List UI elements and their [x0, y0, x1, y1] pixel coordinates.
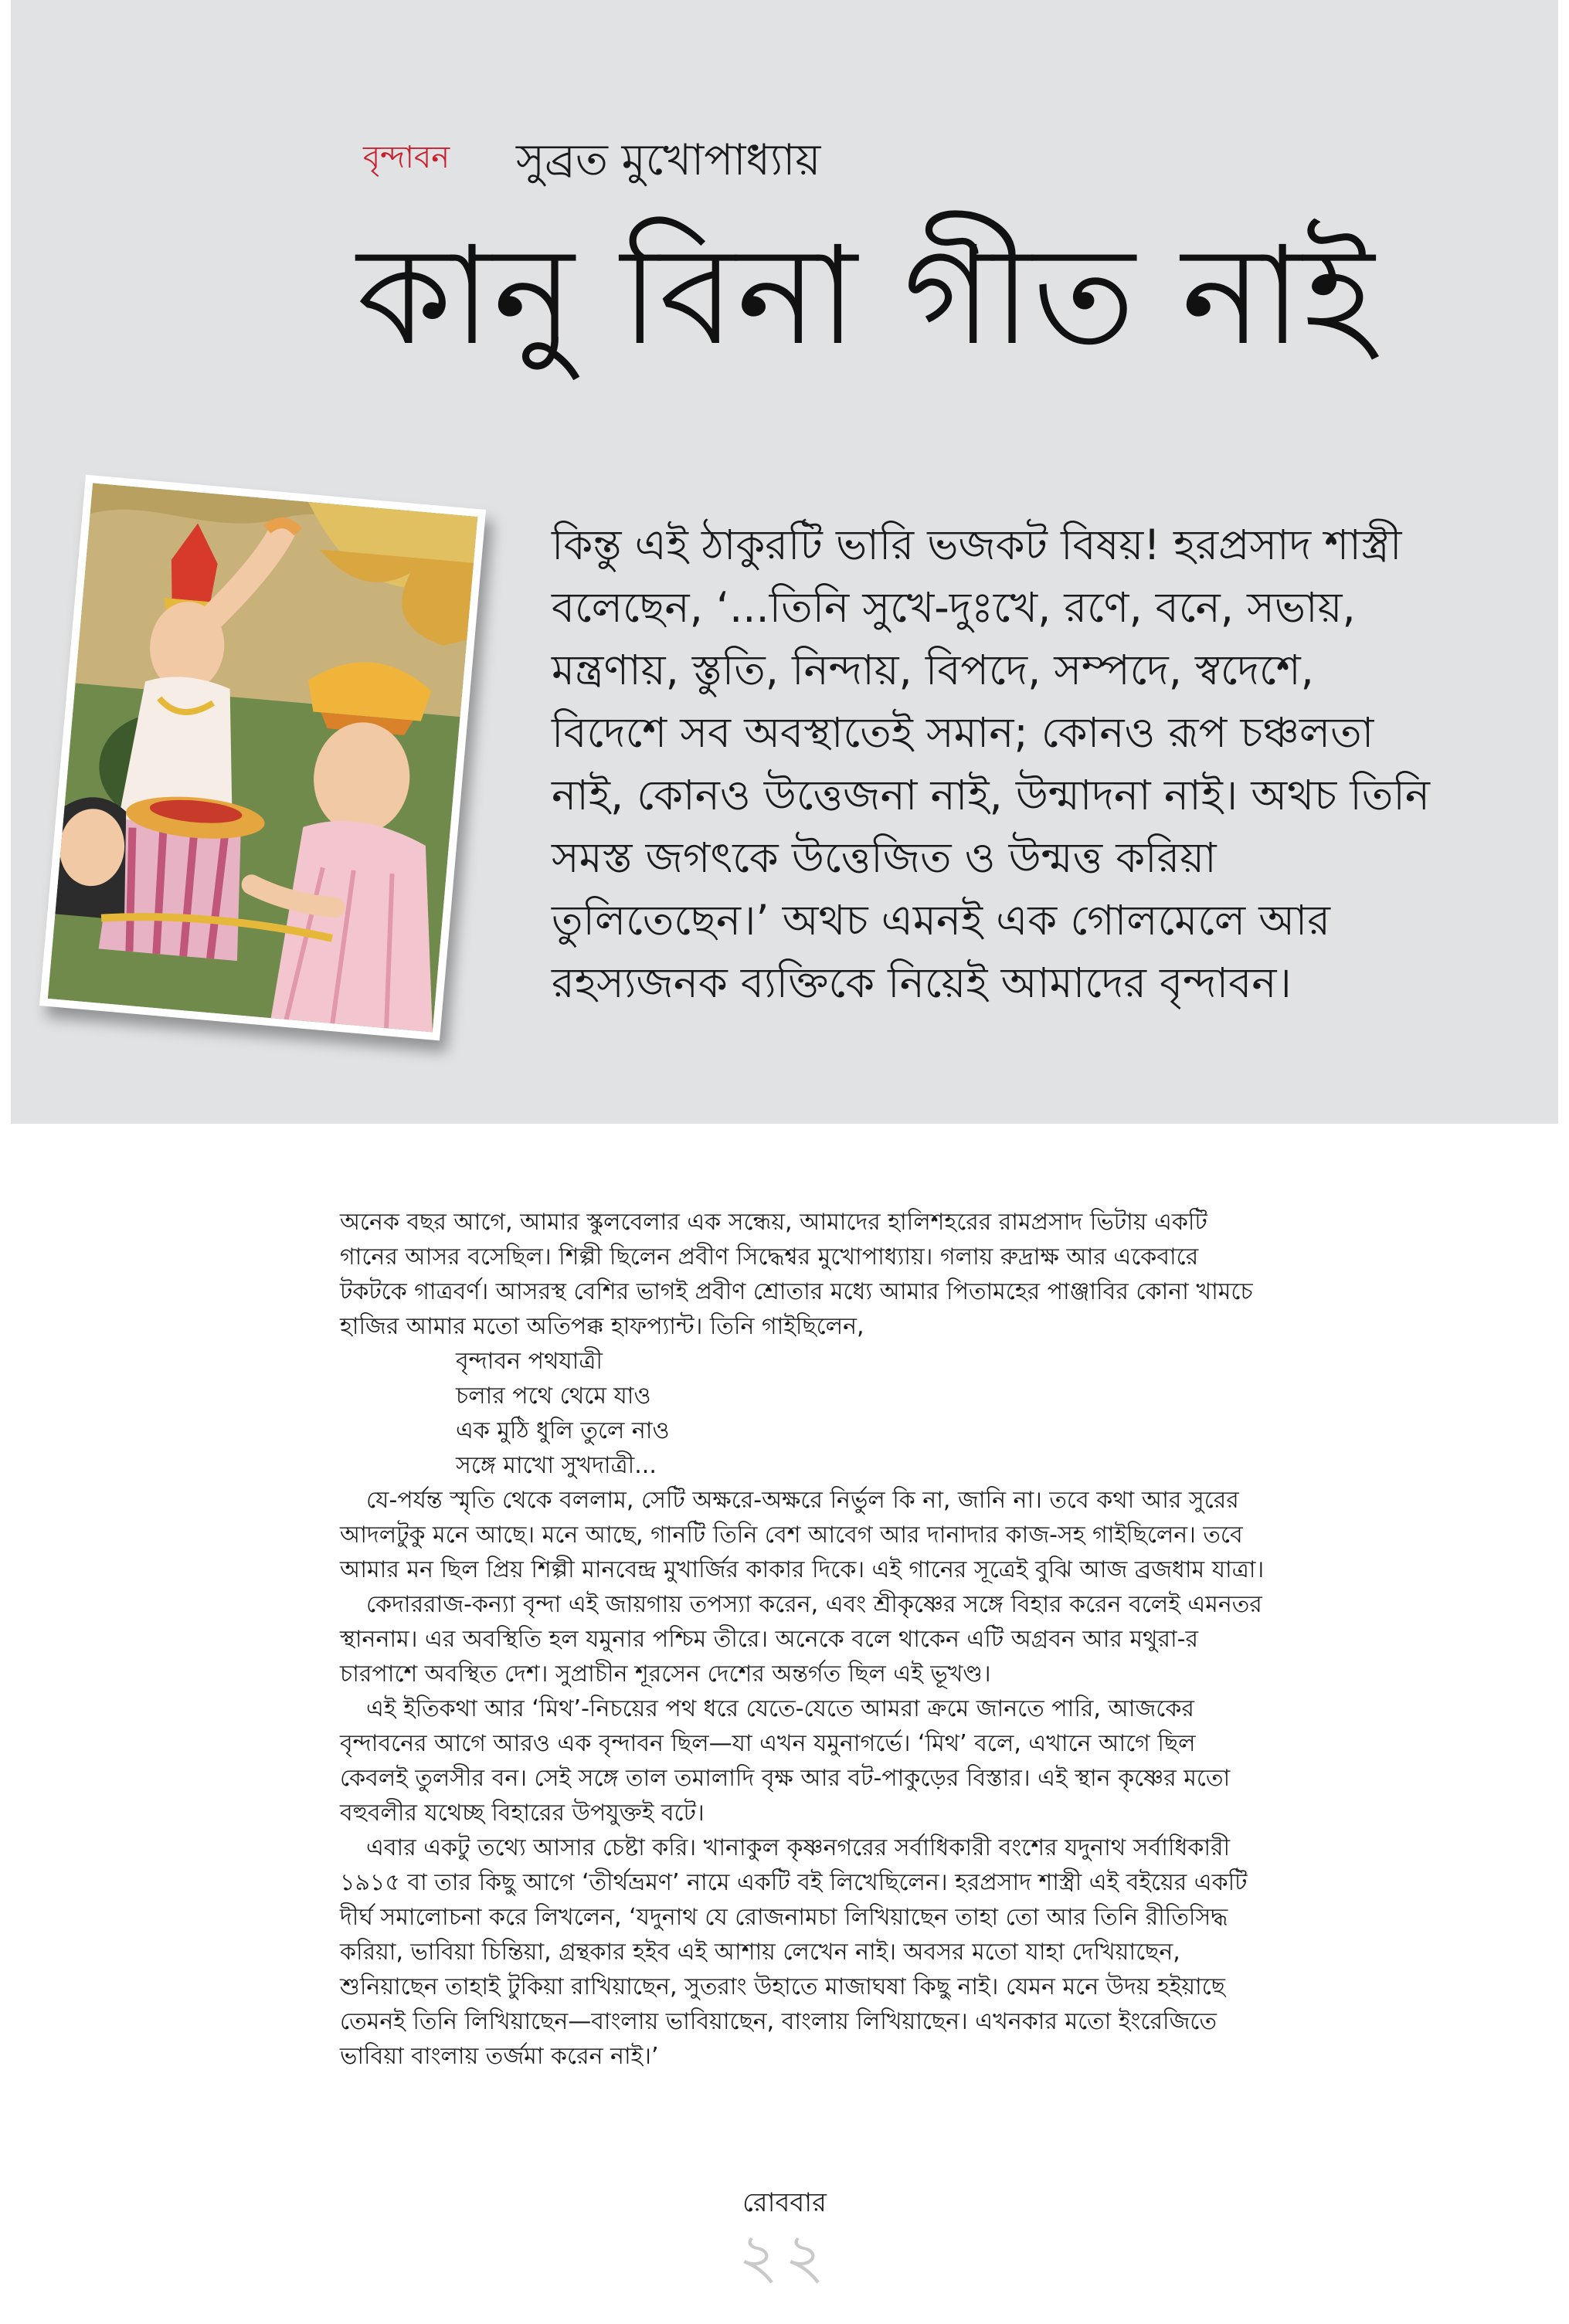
- verse-line: বৃন্দাবন পথযাত্রী: [456, 1348, 603, 1375]
- pull-quote-line: সমস্ত জগৎকে উত্তেজিত ও উন্মত্ত করিয়া: [552, 833, 1217, 882]
- pull-quote-line: তুলিতেছেন।’ অথচ এমনই এক গোলমেলে আর: [552, 896, 1330, 945]
- pull-quote-line: নাই, কোনও উত্তেজনা নাই, উন্মাদনা নাই। অথচ তিনি: [552, 771, 1431, 819]
- pull-quote-line: কিন্তু এই ঠাকুরটি ভারি ভজকট বিষয়! হরপ্রসাদ শাস্ত্রী: [552, 521, 1402, 569]
- publication-name: রোববার: [742, 2187, 827, 2218]
- article-paragraph: কেদাররাজ-কন্যা বৃন্দা এই জায়গায় তপস্যা করেন, এবং শ্রীকৃষ্ণের সঙ্গে বিহার করেন বলেই এমনতর স্থাননাম। এর অবস্থিতি হল যমুনার পশ্চিম তীরে। অনেকে বলে থাকেন এটি অগ্রবন আর মথুরা-র চারপাশে অবস্থিত দেশ। সুপ্রাচীন শূরসেন দেশের অন্তর্গত ছিল এই ভূখণ্ড।: [340, 1591, 1262, 1688]
- krishna-painting-image: [39, 475, 486, 1041]
- article-paragraph: অনেক বছর আগে, আমার স্কুলবেলার এক সন্ধেয়, আমাদের হালিশহরের রামপ্রসাদ ভিটায় একটি গানের আসর বসেছিল। শিল্পী ছিলেন প্রবীণ সিদ্ধেশ্বর মুখোপাধ্যায়। গলায় রুদ্রাক্ষ আর একেবারে টকটকে গাত্রবর্ণ। আসরস্থ বেশির ভাগই প্রবীণ শ্রোতার মধ্যে আমার পিতামহের পাঞ্জাবির কোনা খামচে হাজির আমার মতো অতিপক্ক হাফপ্যান্ট। তিনি গাইছিলেন,: [340, 1209, 1253, 1340]
- verse-line: এক মুঠি ধুলি তুলে নাও: [456, 1417, 670, 1444]
- pull-quote-line: বিদেশে সব অবস্থাতেই সমান; কোনও রূপ চঞ্চলতা: [552, 708, 1374, 757]
- author-name: সুব্রত মুখোপাধ্যায়: [516, 135, 821, 185]
- pull-quote: [552, 514, 1463, 1014]
- article-paragraph: এই ইতিকথা আর ‘মিথ’-নিচয়ের পথ ধরে যেতে-যেতে আমরা ক্রমে জানতে পারি, আজকের বৃন্দাবনের আগে আরও এক বৃন্দাবন ছিল—যা এখন যমুনাগর্ভে। ‘মিথ’ বলে, এখানে আগে ছিল কেবলই তুলসীর বন। সেই সঙ্গে তাল তমালাদি বৃক্ষ আর বট-পাকুড়ের বিস্তার। এই স্থান কৃষ্ণের মতো বহুবলীর যথেচ্ছ বিহারের উপযুক্তই বটে।: [340, 1695, 1231, 1827]
- article-paragraph: যে-পর্যন্ত স্মৃতি থেকে বললাম, সেটি অক্ষরে-অক্ষরে নির্ভুল কি না, জানি না। তবে কথা আর সুরের আদলটুকু মনে আছে। মনে আছে, গানটি তিনি বেশ আবেগ আর দানাদার কাজ-সহ গাইছিলেন। তবে আমার মন ছিল প্রিয় শিল্পী মানবেন্দ্র মুখার্জির কাকার দিকে। এই গানের সূত্রেই বুঝি আজ ব্রজধাম যাত্রা।: [340, 1487, 1265, 1583]
- page-number: ২২: [738, 2221, 831, 2292]
- painting-illustration: [48, 483, 477, 1032]
- section-tag: বৃন্দাবন: [363, 140, 450, 175]
- pull-quote-line: মন্ত্রণায়, স্তুতি, নিন্দায়, বিপদে, সম্পদে, স্বদেশে,: [552, 646, 1314, 694]
- song-verse: [340, 1344, 1267, 1483]
- article-paragraph: এবার একটু তথ্যে আসার চেষ্টা করি। খানাকুল কৃষ্ণনগরের সর্বাধিকারী বংশের যদুনাথ সর্বাধিকারী ১৯১৫ বা তার কিছু আগে ‘তীর্থভ্রমণ’ নামে একটি বই লিখেছিলেন। হরপ্রসাদ শাস্ত্রী এই বইয়ের একটি দীর্ঘ সমালোচনা করে লিখলেন, ‘যদুনাথ যে রোজনামচা লিখিয়াছেন তাহা তো আর তিনি রীতিসিদ্ধ করিয়া, ভাবিয়া চিন্তিয়া, গ্রন্থকার হইব এই আশায় লেখেন নাই। অবসর মতো যাহা দেখিয়াছেন, শুনিয়াছেন তাহাই টুকিয়া রাখিয়াছেন, সুতরাং উহাতে মাজাঘষা কিছু নাই। যেমন মনে উদয় হইয়াছে তেমনই তিনি লিখিয়াছেন—বাংলায় ভাবিয়াছেন, বাংলায় লিখিয়াছেন। এখনকার মতো ইংরেজিতে ভাবিয়া বাংলায় তর্জমা করেন নাই।’: [340, 1834, 1248, 2070]
- headline: কানু বিনা গীত নাই: [357, 217, 1376, 375]
- pull-quote-line: রহস্যজনক ব্যক্তিকে নিয়েই আমাদের বৃন্দাবন।: [552, 958, 1292, 1007]
- pull-quote-line: বলেছেন, ‘...তিনি সুখে-দুঃখে, রণে, বনে, সভায়,: [552, 583, 1356, 632]
- article-body: [340, 1205, 1267, 2074]
- verse-line: সঙ্গে মাখো সুখদাত্রী...: [456, 1452, 657, 1479]
- verse-line: চলার পথে থেমে যাও: [456, 1383, 651, 1410]
